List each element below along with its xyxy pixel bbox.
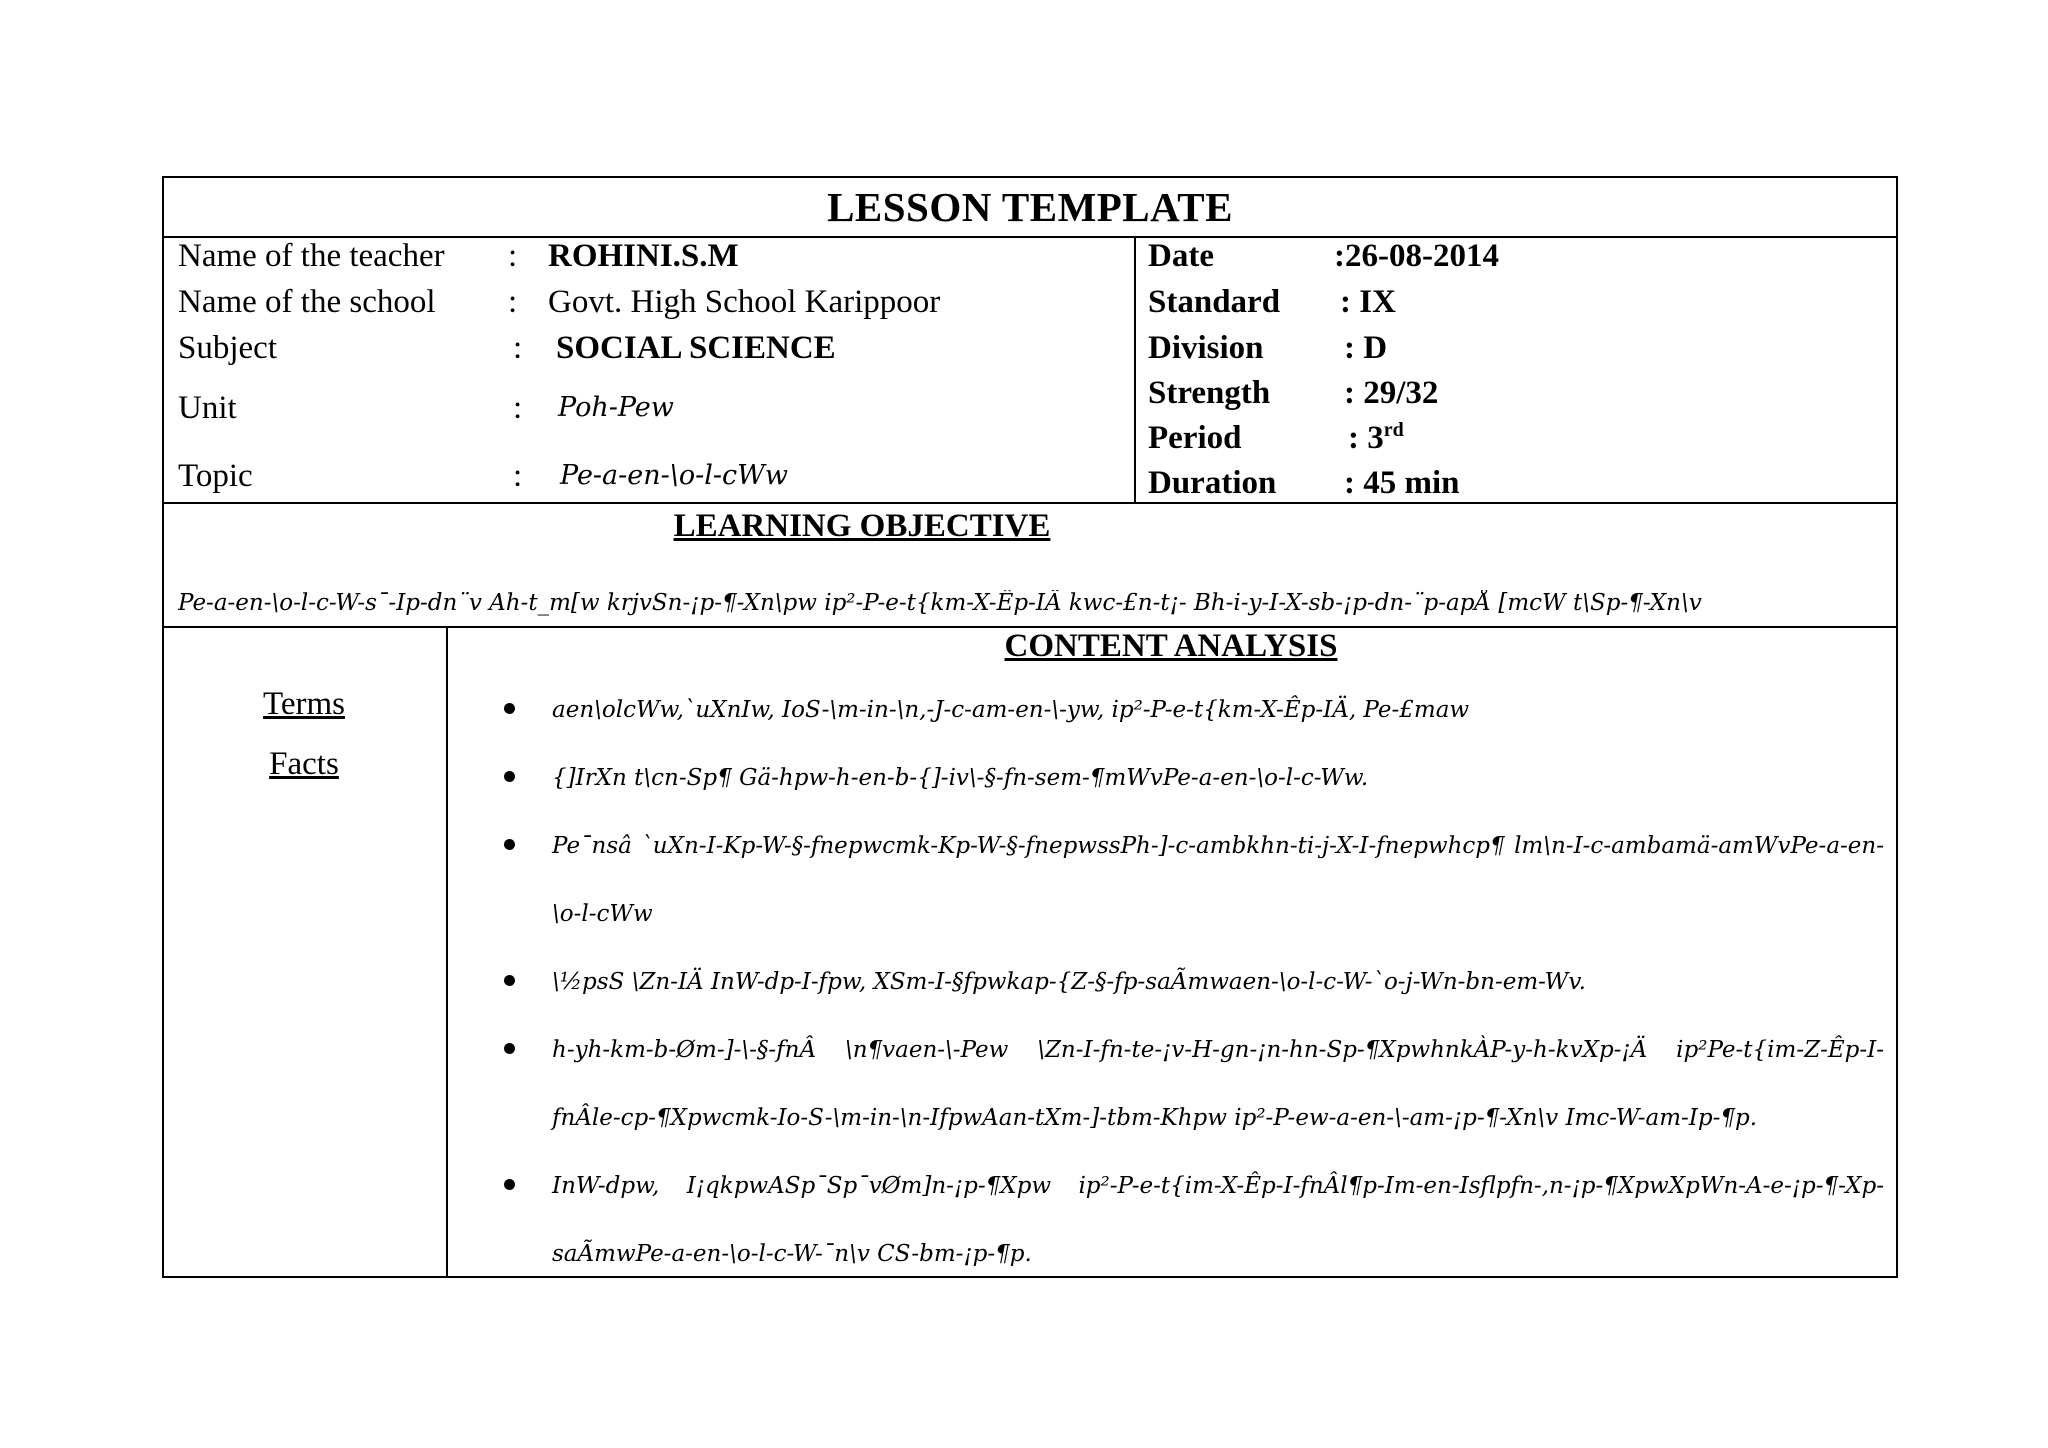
bullet-icon	[504, 1043, 515, 1054]
duration-label: Duration	[1148, 465, 1277, 501]
date-value: :26-08-2014	[1334, 238, 1499, 274]
list-item-text: \½psS \Zn-IÄ InW-dp-I-fpw, XSm-I-§fpwkap-{Z-§-fp-saÃmwaen-\o-l-c-W-`o-j-Wn-bn-em-Wv.	[552, 969, 1586, 995]
teacher-value: ROHINI.S.M	[548, 238, 739, 274]
bullet-icon	[504, 771, 515, 782]
teacher-row	[178, 236, 1278, 276]
content-list	[494, 676, 1884, 1288]
unit-row	[178, 388, 1278, 428]
list-item-text: h-yh-km-b-Øm-]-\-§-fnÂ \n¶vaen-\-Pew \Zn-I-fn-te-¡v-H-gn-¡n-hn-Sp-¶XpwhnkÀP-y-h-kvXp-¡Ä ip²Pe-t{im-Z-Êp-I-fnÂle-cp-¶Xpwcmk-Io-S-\m-in-\n-IfpwAan-tXm-]-tbm-Khpw ip²-P-ew-a-en-\-am-¡p-¶-Xn\v Imc-W-am-Ip-¶p.	[552, 1037, 1884, 1131]
unit-label: Unit	[178, 390, 237, 426]
bullet-icon	[504, 839, 515, 850]
school-value: Govt. High School Karippoor	[548, 284, 941, 320]
topic-row	[178, 456, 1278, 496]
subject-label: Subject	[178, 330, 277, 366]
content-analysis-heading: CONTENT ANALYSIS	[1004, 628, 1338, 664]
list-item	[494, 744, 1884, 812]
duration-value: : 45 min	[1344, 465, 1460, 501]
terms-label: Terms	[262, 686, 345, 722]
list-item	[494, 812, 1884, 948]
strength-row	[1148, 373, 1848, 413]
school-label: Name of the school	[178, 284, 436, 320]
list-item-text: InW-dpw, I¡qkpwASp¯Sp¯vØm]n-¡p-¶Xpw ip²-P-e-t{im-X-Êp-I-fnÂl¶p-Im-en-Isflpfn-,n-¡p-¶XpwXpWn-A-e-¡p-¶-Xp-saÃmwPe-a-en-\o-l-c-W-¯n\v CS-bm-¡p-¶p.	[552, 1173, 1884, 1267]
list-item	[494, 1016, 1884, 1152]
standard-row	[1148, 282, 1848, 322]
division-label: Division	[1148, 330, 1264, 366]
list-item-text: Pe¯nsâ `uXn-I-Kp-W-§-fnepwcmk-Kp-W-§-fnepwssPh-]-c-ambkhn-ti-j-X-I-fnepwhcp¶ lm\n-I-c-ambamä-amWvPe-a-en-\o-l-cWw	[552, 833, 1884, 927]
division-row	[1148, 328, 1848, 368]
subject-value: SOCIAL SCIENCE	[556, 330, 836, 366]
division-value: : D	[1344, 330, 1388, 366]
list-item-text: {]IrXn t\cn-Sp¶ Gä-hpw-h-en-b-{]-iv\-§-fn-sem-¶mWvPe-a-en-\o-l-c-Ww.	[552, 765, 1369, 791]
date-row	[1148, 236, 1848, 276]
teacher-label: Name of the teacher	[178, 238, 445, 274]
strength-label: Strength	[1148, 375, 1271, 411]
list-item	[494, 676, 1884, 744]
colon: :	[508, 238, 518, 274]
colon: :	[513, 390, 523, 426]
divider	[164, 502, 1896, 504]
standard-value: : IX	[1340, 284, 1396, 320]
period-superscript: rd	[1383, 419, 1404, 441]
learning-objective-text: Pe-a-en-\o-l-c-W-s¯-Ip-dn¨v Ah-t_m[w krjvSn-¡p-¶-Xn\pw ip²-P-e-t{km-X-Êp-IÄ kwc-£n-t¡- Bh-i-y-I-X-sb-¡p-dn-¨p-apÅ [mcW t\Sp-¶-Xn\v	[178, 590, 1702, 616]
colon: :	[508, 284, 518, 320]
duration-row	[1148, 463, 1848, 503]
strength-value: : 29/32	[1344, 375, 1439, 411]
period-value-group	[1348, 418, 1404, 458]
topic-label: Topic	[178, 458, 253, 494]
list-item	[494, 1152, 1884, 1288]
period-value: : 3	[1348, 420, 1384, 456]
lesson-template-table	[162, 176, 1898, 1278]
divider	[1134, 236, 1136, 502]
school-row	[178, 282, 1281, 322]
learning-objective-heading: LEARNING OBJECTIVE	[673, 508, 1051, 544]
bullet-icon	[504, 975, 515, 986]
list-item	[494, 948, 1884, 1016]
divider	[446, 626, 448, 1278]
bullet-icon	[504, 1179, 515, 1190]
date-label: Date	[1148, 238, 1214, 274]
period-row	[1148, 418, 1848, 458]
standard-label: Standard	[1148, 284, 1281, 320]
colon: :	[513, 458, 523, 494]
facts-label: Facts	[269, 746, 339, 782]
page-title: LESSON TEMPLATE	[827, 184, 1233, 230]
period-label: Period	[1148, 420, 1242, 456]
unit-value: Poh-Pew	[558, 392, 674, 423]
topic-value: Pe-a-en-\o-l-cWw	[560, 460, 788, 491]
colon: :	[513, 330, 523, 366]
list-item-text: aen\olcWw,`uXnIw, IoS-\m-in-\n,-J-c-am-en-\-yw, ip²-P-e-t{km-X-Êp-IÄ, Pe-£maw	[552, 697, 1470, 723]
subject-row	[178, 328, 1278, 368]
bullet-icon	[504, 703, 515, 714]
